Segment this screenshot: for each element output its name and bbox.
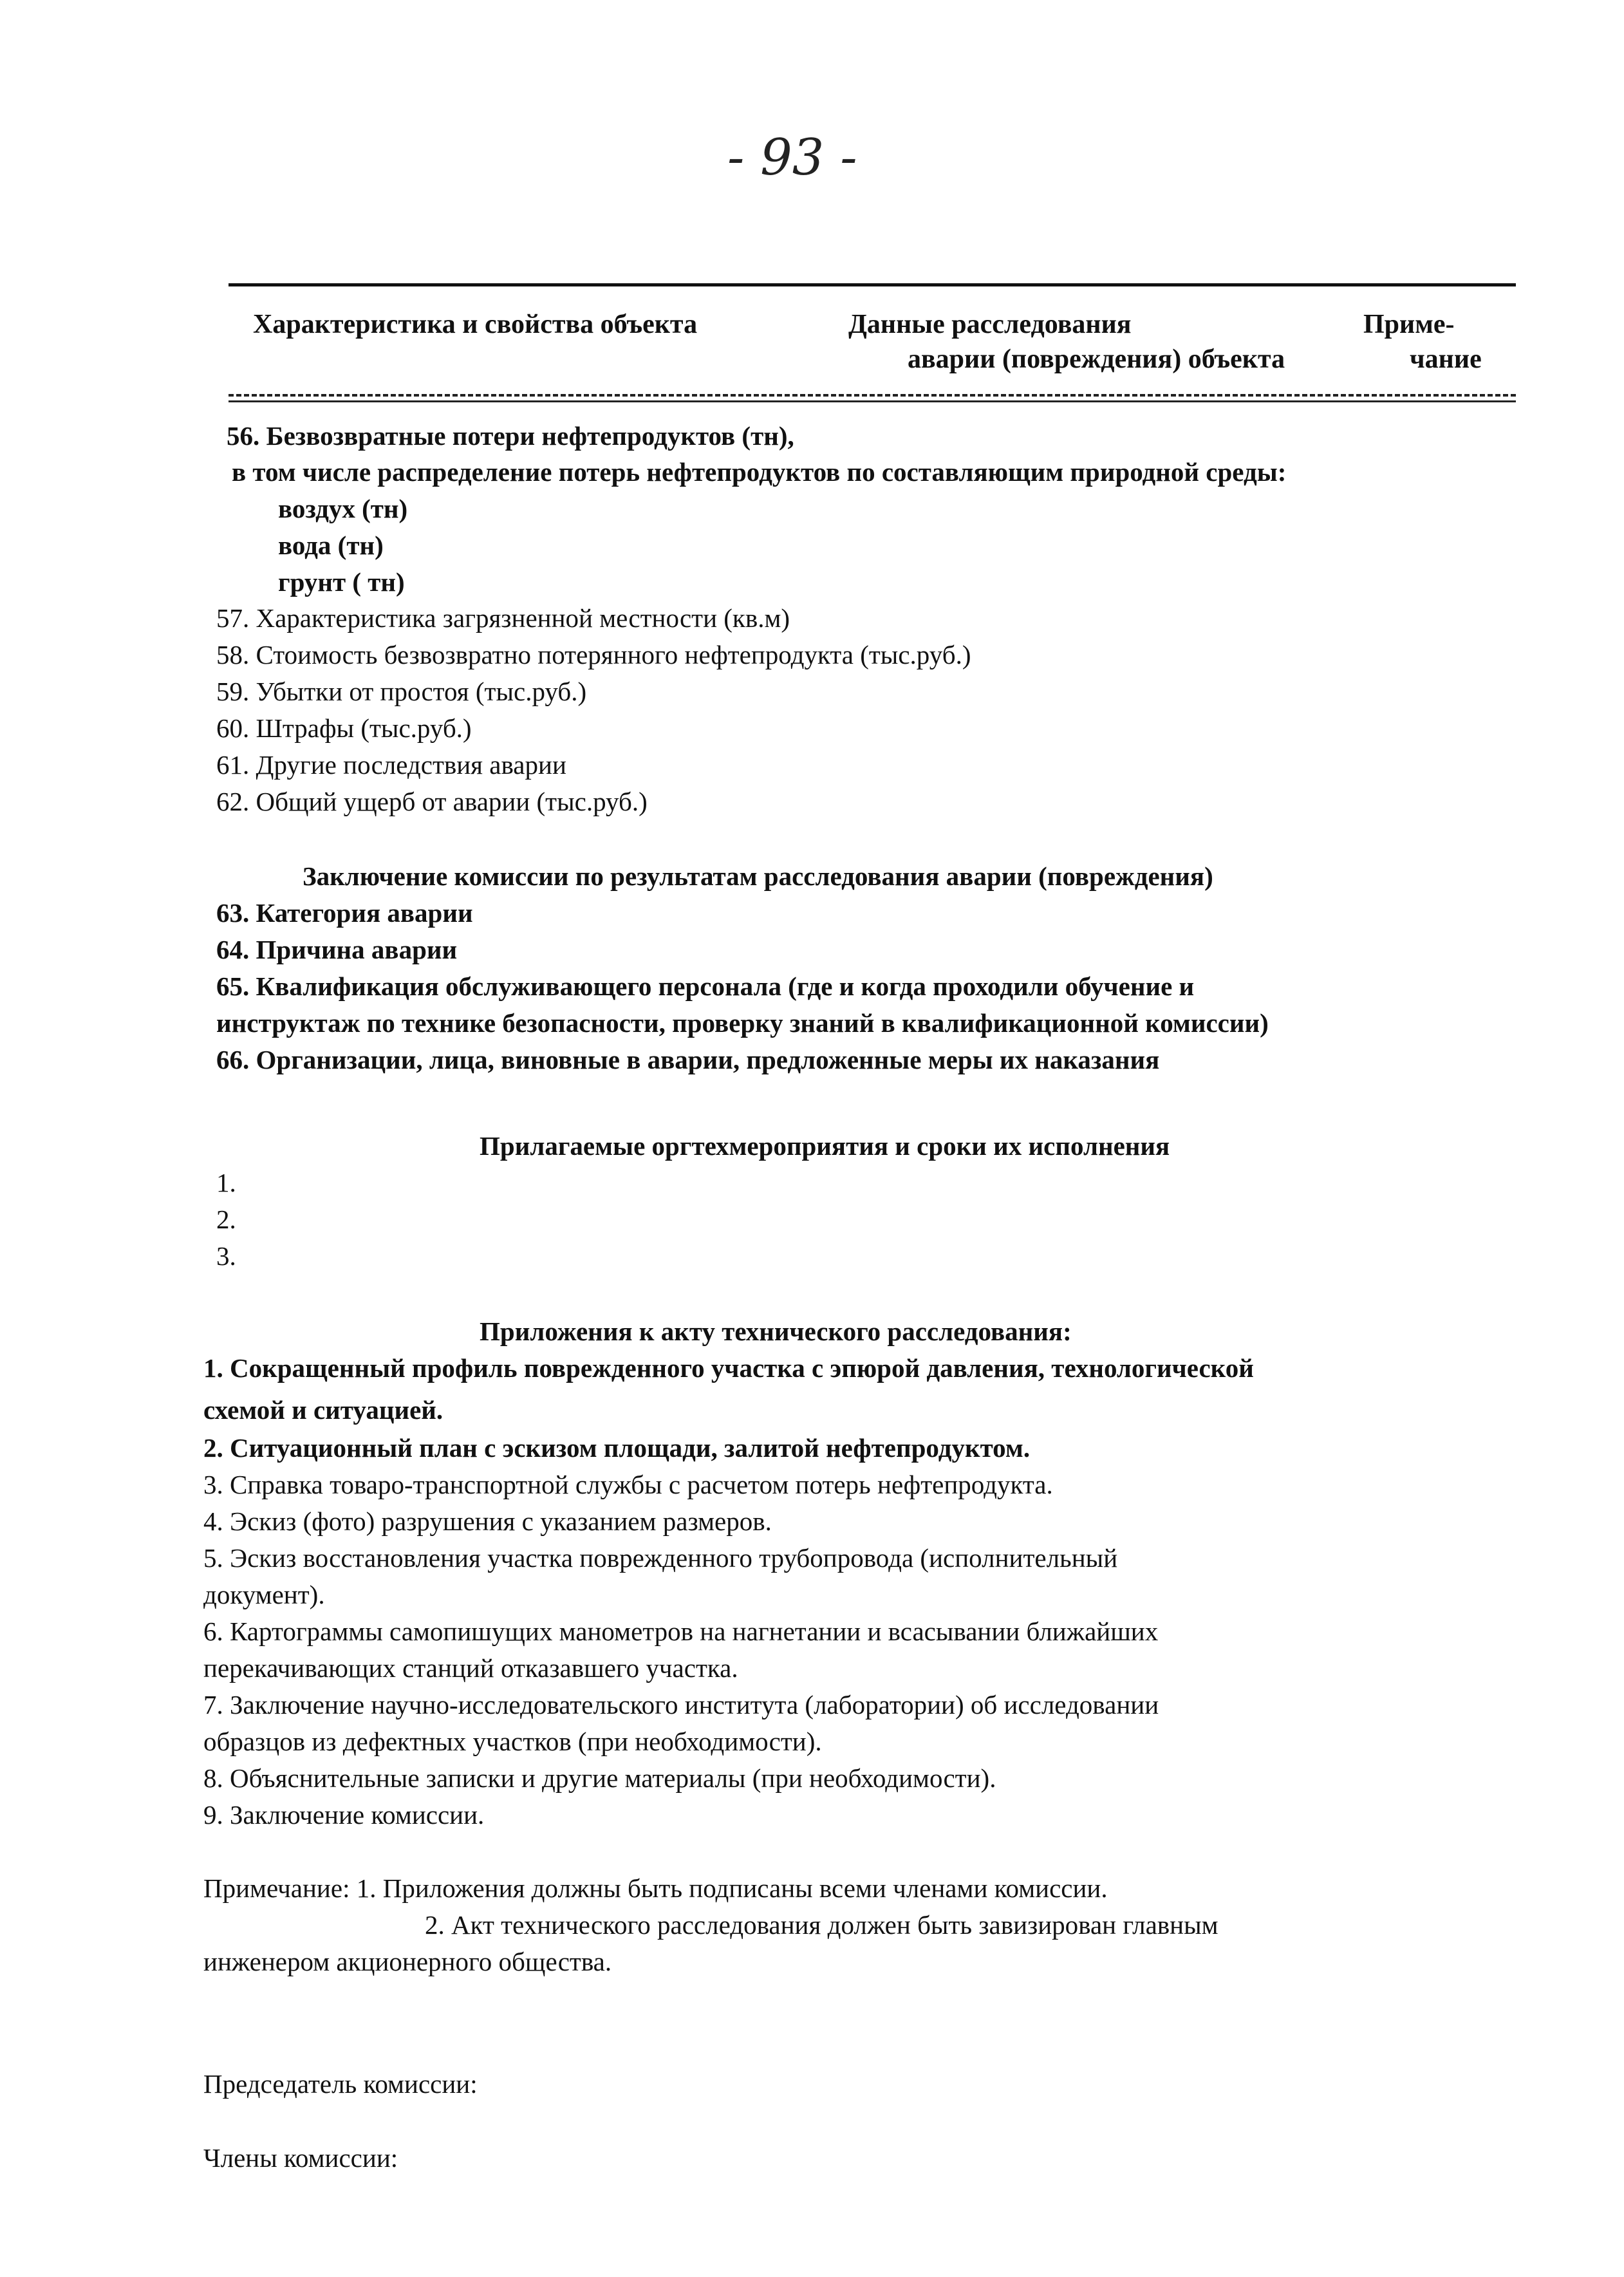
- note-line-2: 2. Акт технического расследования должен быть завизирован главным: [425, 1910, 1218, 1940]
- header-top-rule: [229, 283, 1516, 286]
- item-58: 58. Стоимость безвозвратно потерянного нефтепродукта (тыс.руб.): [216, 640, 971, 670]
- item-65-cont: инструктаж по технике безопасности, проверку знаний в квалификационной комиссии): [216, 1008, 1269, 1038]
- item-57: 57. Характеристика загрязненной местности (кв.м): [216, 603, 790, 633]
- measure-2: 2.: [216, 1204, 236, 1234]
- item-63: 63. Категория аварии: [216, 898, 473, 928]
- item-59: 59. Убытки от простоя (тыс.руб.): [216, 677, 587, 706]
- item-56-soil: грунт ( тн): [278, 567, 405, 597]
- appendix-line-4: 3. Справка товаро-транспортной службы с расчетом потерь нефтепродукта.: [203, 1470, 1053, 1499]
- appendix-line-12: 8. Объяснительные записки и другие материалы (при необходимости).: [203, 1763, 996, 1793]
- appendix-line-3: 2. Ситуационный план с эскизом площади, залитой нефтепродуктом.: [203, 1433, 1031, 1463]
- header-col-data-line1: Данные расследования: [848, 310, 1132, 339]
- appendix-line-5: 4. Эскиз (фото) разрушения с указанием размеров.: [203, 1506, 772, 1536]
- measure-3: 3.: [216, 1241, 236, 1271]
- item-60: 60. Штрафы (тыс.руб.): [216, 713, 472, 743]
- item-56: 56. Безвозвратные потери нефтепродуктов (тн),: [227, 421, 794, 451]
- appendix-line-6: 5. Эскиз восстановления участка поврежденного трубопровода (исполнительный: [203, 1543, 1118, 1573]
- measure-1: 1.: [216, 1168, 236, 1197]
- header-bottom-rule-2: [229, 400, 1516, 402]
- note-line-3: инженером акционерного общества.: [203, 1947, 612, 1976]
- item-61: 61. Другие последствия аварии: [216, 750, 566, 780]
- item-56-detail: в том числе распределение потерь нефтепродуктов по составляющим природной среды:: [232, 457, 1287, 487]
- measures-title: Прилагаемые оргтехмероприятия и сроки их исполнения: [480, 1131, 1170, 1161]
- header-col-note-line1: Приме-: [1363, 310, 1455, 339]
- conclusion-title: Заключение комиссии по результатам расследования аварии (повреждения): [303, 861, 1213, 891]
- appendix-line-11: образцов из дефектных участков (при необходимости).: [203, 1727, 822, 1756]
- appendix-line-13: 9. Заключение комиссии.: [203, 1800, 485, 1830]
- item-65: 65. Квалификация обслуживающего персонала (где и когда проходили обучение и: [216, 971, 1195, 1001]
- item-64: 64. Причина аварии: [216, 935, 458, 964]
- appendix-line-2: схемой и ситуацией.: [203, 1395, 443, 1425]
- appendix-line-8: 6. Картограммы самопишущих манометров на нагнетании и всасывании ближайших: [203, 1616, 1159, 1646]
- item-66: 66. Организации, лица, виновные в аварии, предложенные меры их наказания: [216, 1045, 1160, 1074]
- note-line-1: Примечание: 1. Приложения должны быть подписаны всеми членами комиссии.: [203, 1873, 1108, 1903]
- appendix-line-10: 7. Заключение научно-исследовательского института (лаборатории) об исследовании: [203, 1690, 1159, 1719]
- header-col-note-line2: чание: [1410, 344, 1482, 374]
- appendix-line-1: 1. Сокращенный профиль поврежденного участка с эпюрой давления, технологической: [203, 1353, 1254, 1383]
- header-col-characteristics: Характеристика и свойства объекта: [253, 310, 698, 339]
- item-62: 62. Общий ущерб от аварии (тыс.руб.): [216, 787, 648, 816]
- page-number: - 93 -: [727, 129, 857, 187]
- members-label: Члены комиссии:: [203, 2143, 398, 2173]
- chairman-label: Председатель комиссии:: [203, 2069, 478, 2099]
- header-col-data-line2: аварии (повреждения) объекта: [908, 344, 1285, 374]
- item-56-water: вода (тн): [278, 530, 384, 560]
- header-bottom-rule: [229, 394, 1516, 397]
- appendix-title: Приложения к акту технического расследования:: [480, 1317, 1072, 1346]
- item-56-air: воздух (тн): [278, 494, 408, 523]
- appendix-line-9: перекачивающих станций отказавшего участка.: [203, 1653, 738, 1683]
- appendix-line-7: документ).: [203, 1580, 325, 1609]
